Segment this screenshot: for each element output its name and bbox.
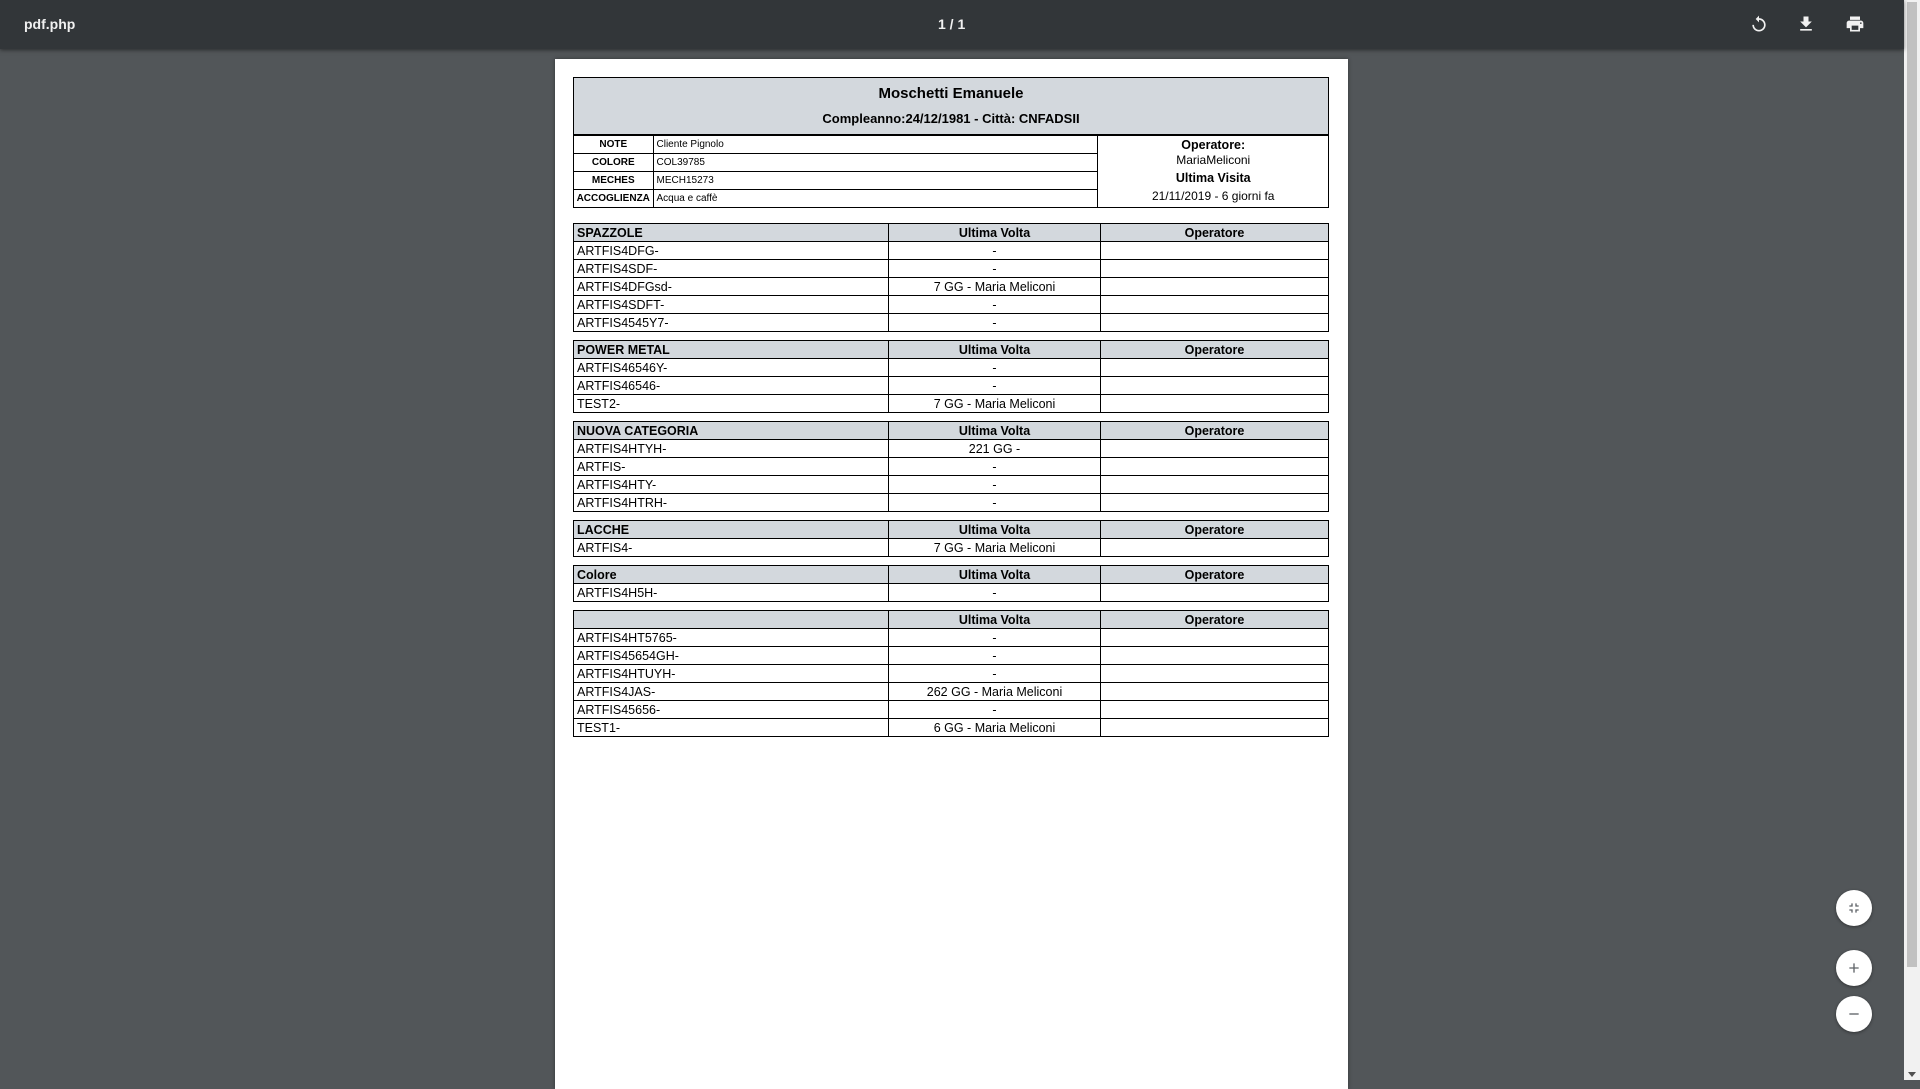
last-time-cell: 7 GG - Maria Meliconi xyxy=(889,395,1101,413)
operator-cell xyxy=(1101,458,1329,476)
article-cell: ARTFIS4DFG- xyxy=(574,242,889,260)
last-time-cell: - xyxy=(889,242,1101,260)
category-table xyxy=(573,421,1329,512)
article-cell: ARTFIS4SDF- xyxy=(574,260,889,278)
last-time-cell: - xyxy=(889,476,1101,494)
table-row xyxy=(574,629,1329,647)
pdf-page xyxy=(555,59,1348,1089)
article-cell: ARTFIS4HTYH- xyxy=(574,440,889,458)
article-cell: ARTFIS4H5H- xyxy=(574,584,889,602)
fit-page-icon xyxy=(1846,900,1862,916)
column-header-ultima-volta: Ultima Volta xyxy=(889,422,1101,440)
vertical-scrollbar[interactable] xyxy=(1904,0,1920,1080)
table-row xyxy=(574,494,1329,512)
column-header-operatore: Operatore xyxy=(1101,611,1329,629)
category-header-row xyxy=(574,521,1329,539)
article-cell: ARTFIS46546Y- xyxy=(574,359,889,377)
article-cell: ARTFIS4SDFT- xyxy=(574,296,889,314)
document-title: pdf.php xyxy=(24,16,76,32)
rotate-button[interactable] xyxy=(1743,8,1775,40)
scrollbar-thumb[interactable] xyxy=(1907,2,1917,967)
category-header-row xyxy=(574,611,1329,629)
table-row xyxy=(574,683,1329,701)
last-time-cell: - xyxy=(889,260,1101,278)
last-time-cell: - xyxy=(889,296,1101,314)
table-row xyxy=(574,665,1329,683)
category-table xyxy=(573,565,1329,602)
category-name: SPAZZOLE xyxy=(574,224,889,242)
operator-cell xyxy=(1101,494,1329,512)
category-name: LACCHE xyxy=(574,521,889,539)
last-time-cell: - xyxy=(889,629,1101,647)
last-time-cell: - xyxy=(889,584,1101,602)
column-header-operatore: Operatore xyxy=(1101,566,1329,584)
column-header-operatore: Operatore xyxy=(1101,521,1329,539)
last-time-cell: 6 GG - Maria Meliconi xyxy=(889,719,1101,737)
category-name: POWER METAL xyxy=(574,341,889,359)
last-time-cell: 262 GG - Maria Meliconi xyxy=(889,683,1101,701)
column-header-operatore: Operatore xyxy=(1101,224,1329,242)
rotate-icon xyxy=(1749,14,1769,34)
article-cell: ARTFIS46546- xyxy=(574,377,889,395)
last-visit-value: 21/11/2019 - 6 giorni fa xyxy=(1151,189,1275,203)
category-header-row xyxy=(574,566,1329,584)
table-row xyxy=(574,476,1329,494)
category-name xyxy=(574,611,889,629)
info-value: Cliente Pignolo xyxy=(653,136,1098,154)
operator-cell xyxy=(1101,476,1329,494)
table-row xyxy=(574,701,1329,719)
article-cell: ARTFIS4545Y7- xyxy=(574,314,889,332)
last-time-cell: 7 GG - Maria Meliconi xyxy=(889,278,1101,296)
pdf-toolbar xyxy=(0,0,1904,49)
operator-cell xyxy=(1101,665,1329,683)
table-row xyxy=(574,260,1329,278)
last-time-cell: 221 GG - xyxy=(889,440,1101,458)
table-row xyxy=(574,314,1329,332)
operator-cell xyxy=(1101,377,1329,395)
last-time-cell: - xyxy=(889,359,1101,377)
client-birthday-city: Compleanno:24/12/1981 - Città: CNFADSII xyxy=(822,111,1080,126)
table-row xyxy=(574,296,1329,314)
column-header-operatore: Operatore xyxy=(1101,341,1329,359)
category-name: NUOVA CATEGORIA xyxy=(574,422,889,440)
table-row xyxy=(574,584,1329,602)
column-header-ultima-volta: Ultima Volta xyxy=(889,224,1101,242)
print-icon xyxy=(1845,14,1865,34)
category-header-row xyxy=(574,224,1329,242)
info-label: NOTE xyxy=(574,136,654,154)
column-header-ultima-volta: Ultima Volta xyxy=(889,521,1101,539)
category-table xyxy=(573,223,1329,332)
last-time-cell: - xyxy=(889,647,1101,665)
operator-cell xyxy=(1101,647,1329,665)
category-table xyxy=(573,340,1329,413)
last-time-cell: - xyxy=(889,377,1101,395)
article-cell: ARTFIS4HTY- xyxy=(574,476,889,494)
article-cell: ARTFIS4JAS- xyxy=(574,683,889,701)
operator-cell xyxy=(1101,584,1329,602)
article-cell: ARTFIS45654GH- xyxy=(574,647,889,665)
operator-label: Operatore: xyxy=(1181,138,1246,152)
category-table xyxy=(573,520,1329,557)
info-value: Acqua e caffè xyxy=(653,190,1098,208)
article-cell: ARTFIS4HT5765- xyxy=(574,629,889,647)
article-cell: TEST2- xyxy=(574,395,889,413)
zoom-in-button[interactable] xyxy=(1836,950,1872,986)
client-report xyxy=(573,77,1329,737)
scroll-down-arrow-icon[interactable] xyxy=(1908,1072,1916,1077)
article-cell: ARTFIS4- xyxy=(574,539,889,557)
zoom-out-button[interactable] xyxy=(1836,996,1872,1032)
article-cell: ARTFIS4DFGsd- xyxy=(574,278,889,296)
table-row xyxy=(574,278,1329,296)
info-label: COLORE xyxy=(574,154,654,172)
operator-visit-cell xyxy=(1098,136,1329,208)
operator-cell xyxy=(1101,296,1329,314)
table-row xyxy=(574,377,1329,395)
operator-cell xyxy=(1101,629,1329,647)
info-value: COL39785 xyxy=(653,154,1098,172)
operator-cell xyxy=(1101,539,1329,557)
last-time-cell: - xyxy=(889,665,1101,683)
last-time-cell: - xyxy=(889,494,1101,512)
download-button[interactable] xyxy=(1790,8,1822,40)
operator-cell xyxy=(1101,719,1329,737)
table-row xyxy=(574,458,1329,476)
operator-cell xyxy=(1101,359,1329,377)
table-row xyxy=(574,359,1329,377)
operator-cell xyxy=(1101,242,1329,260)
print-button[interactable] xyxy=(1839,8,1871,40)
table-row xyxy=(574,440,1329,458)
column-header-ultima-volta: Ultima Volta xyxy=(889,566,1101,584)
table-row xyxy=(574,395,1329,413)
article-cell: ARTFIS45656- xyxy=(574,701,889,719)
operator-cell xyxy=(1101,440,1329,458)
category-sections xyxy=(573,223,1329,737)
operator-cell xyxy=(1101,683,1329,701)
last-time-cell: 7 GG - Maria Meliconi xyxy=(889,539,1101,557)
article-cell: TEST1- xyxy=(574,719,889,737)
download-icon xyxy=(1796,14,1816,34)
operator-cell xyxy=(1101,278,1329,296)
category-header-row xyxy=(574,422,1329,440)
table-row xyxy=(574,647,1329,665)
operator-cell xyxy=(1101,260,1329,278)
article-cell: ARTFIS4HTRH- xyxy=(574,494,889,512)
client-header xyxy=(573,77,1329,135)
article-cell: ARTFIS- xyxy=(574,458,889,476)
last-time-cell: - xyxy=(889,701,1101,719)
operator-cell xyxy=(1101,701,1329,719)
last-visit-label: Ultima Visita xyxy=(1175,171,1251,185)
zoom-out-icon xyxy=(1846,1006,1862,1022)
column-header-operatore: Operatore xyxy=(1101,422,1329,440)
client-name: Moschetti Emanuele xyxy=(878,85,1024,102)
zoom-in-icon xyxy=(1846,960,1862,976)
operator-cell xyxy=(1101,314,1329,332)
page-indicator: 1 / 1 xyxy=(938,16,966,32)
column-header-ultima-volta: Ultima Volta xyxy=(889,341,1101,359)
table-row xyxy=(574,539,1329,557)
category-header-row xyxy=(574,341,1329,359)
table-row xyxy=(574,242,1329,260)
article-cell: ARTFIS4HTUYH- xyxy=(574,665,889,683)
last-time-cell: - xyxy=(889,458,1101,476)
info-value: MECH15273 xyxy=(653,172,1098,190)
category-name: Colore xyxy=(574,566,889,584)
client-info-table xyxy=(573,135,1329,208)
category-table xyxy=(573,610,1329,737)
operator-cell xyxy=(1101,395,1329,413)
table-row xyxy=(574,719,1329,737)
fit-page-button[interactable] xyxy=(1836,890,1872,926)
info-label: ACCOGLIENZA xyxy=(574,190,654,208)
last-time-cell: - xyxy=(889,314,1101,332)
column-header-ultima-volta: Ultima Volta xyxy=(889,611,1101,629)
info-label: MECHES xyxy=(574,172,654,190)
operator-value: MariaMeliconi xyxy=(1176,153,1251,167)
